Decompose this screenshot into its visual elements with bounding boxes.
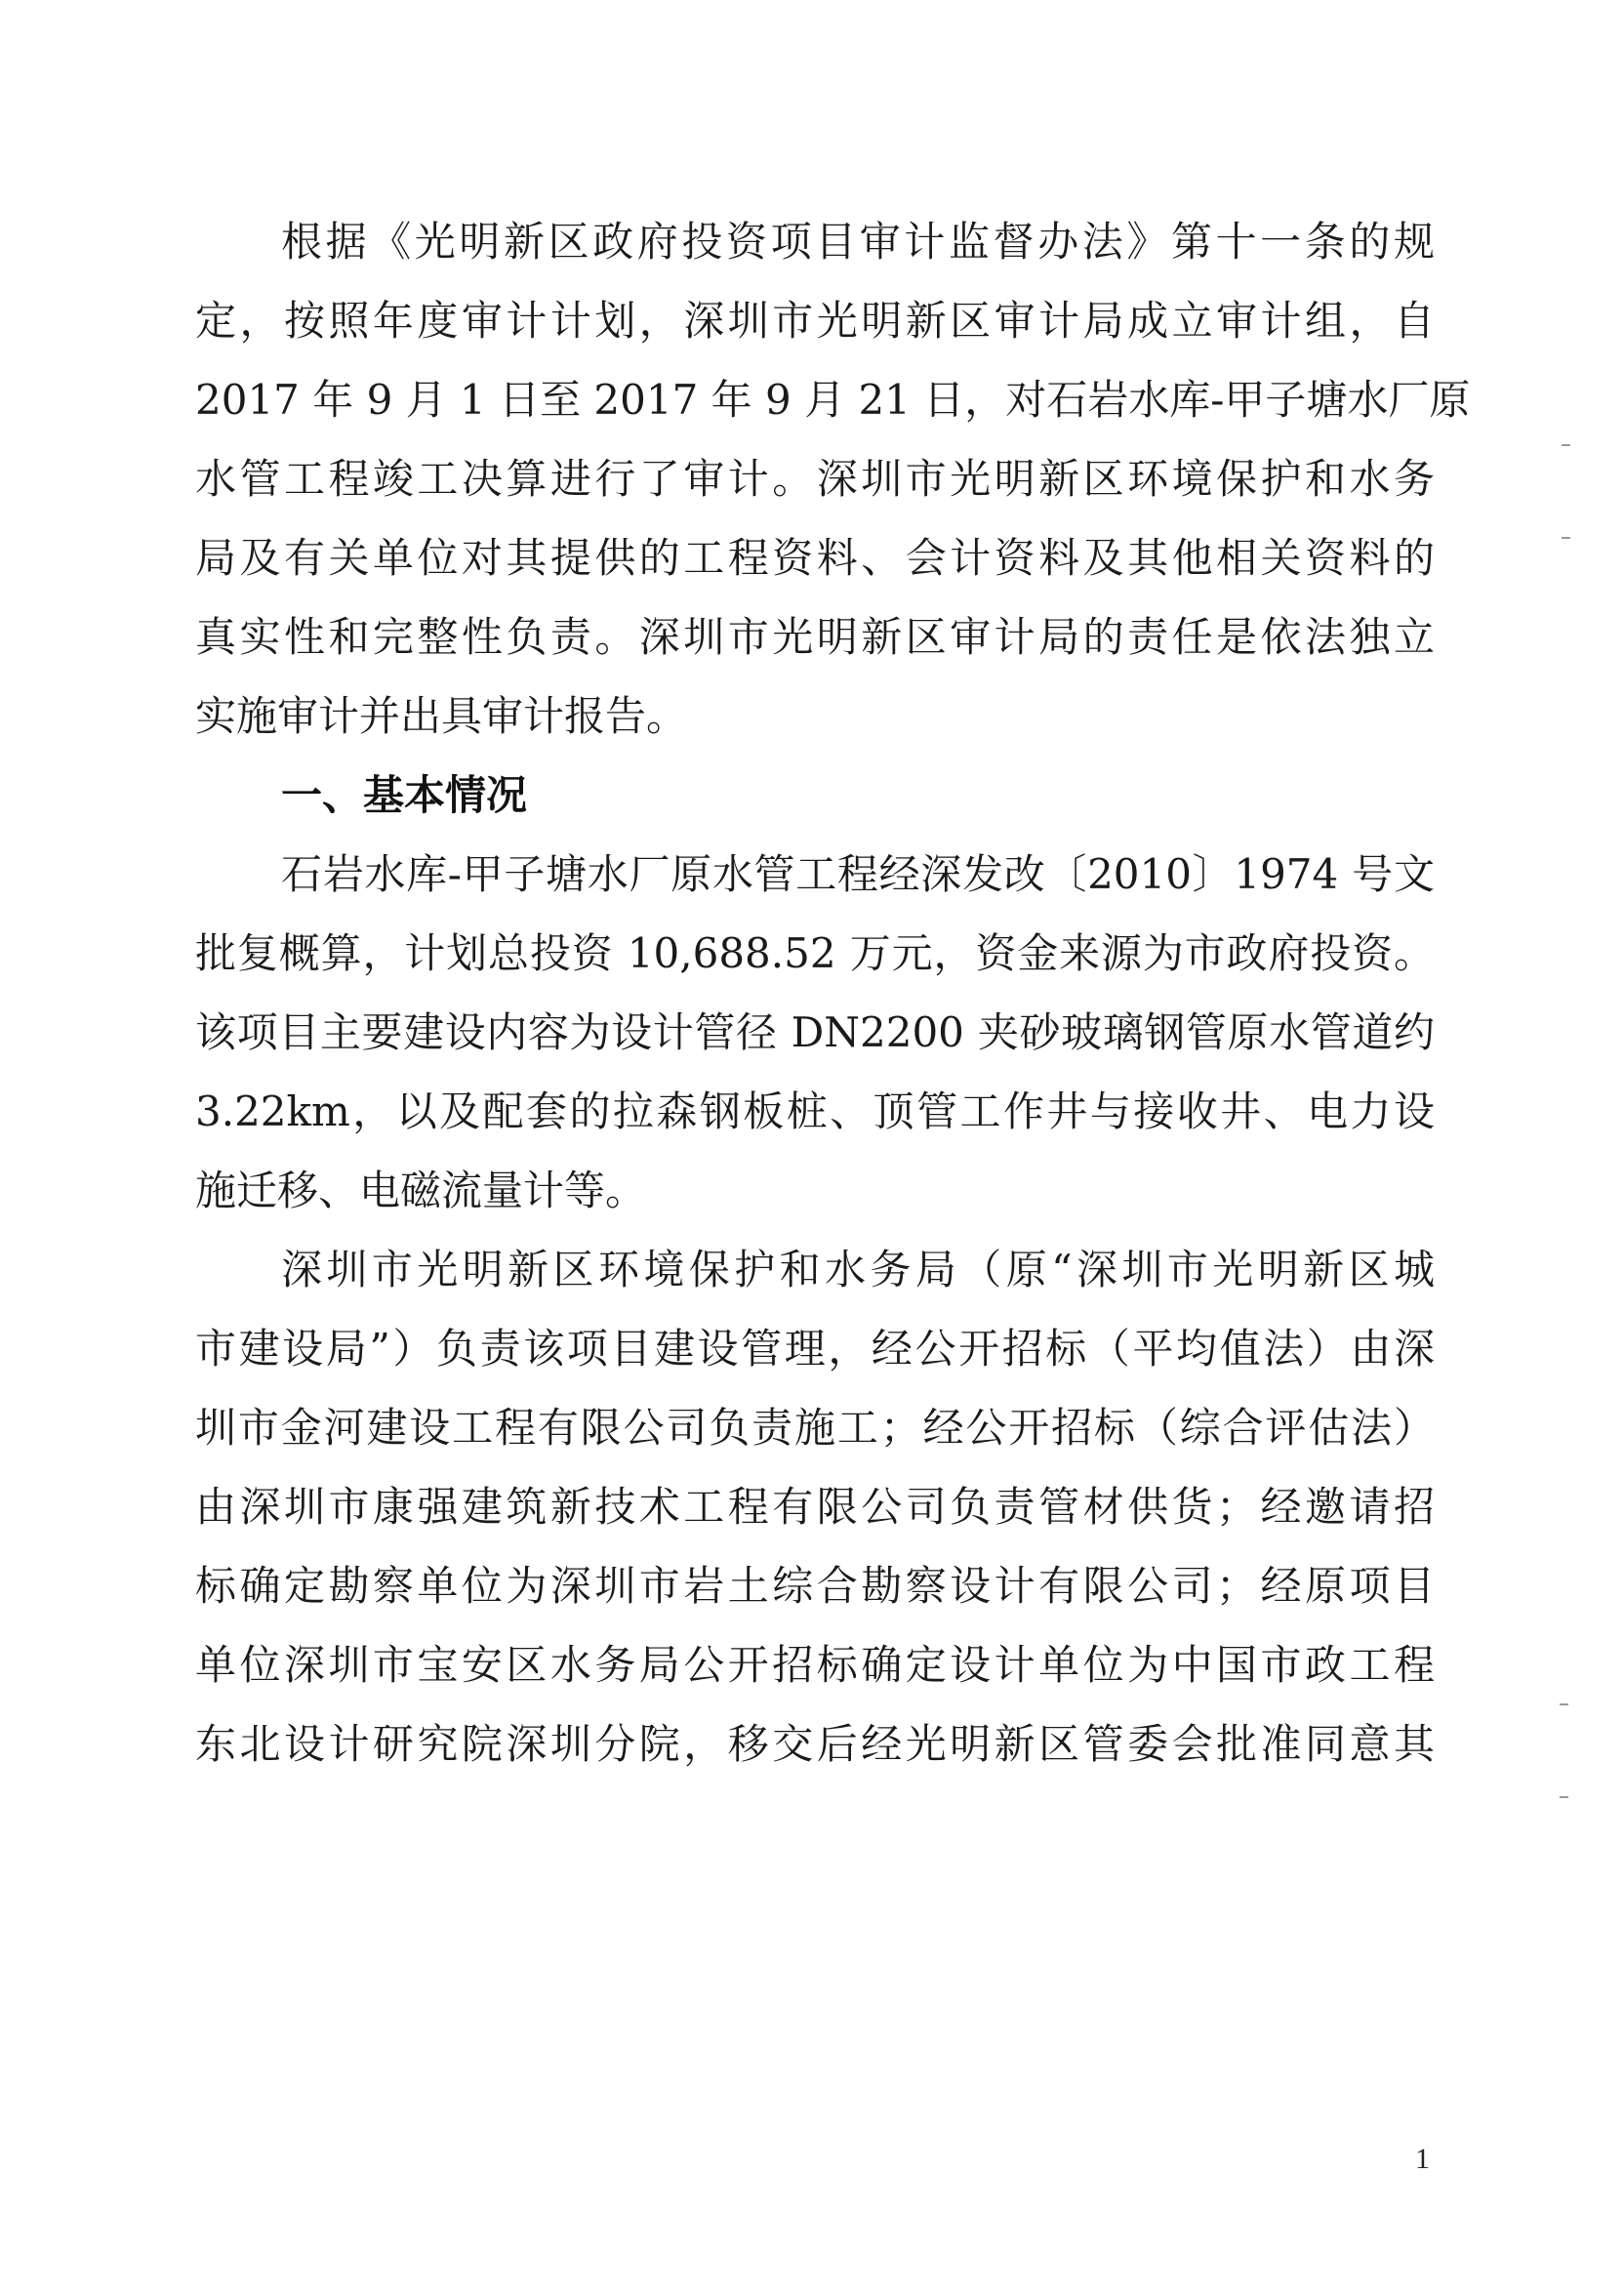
paragraph-1-line-5: 局及有关单位对其提供的工程资料、会计资料及其他相关资料的 xyxy=(195,534,1435,582)
paragraph-2-line-2: 批复概算，计划总投资 10,688.52 万元，资金来源为市政府投资。 xyxy=(195,929,1435,977)
paragraph-1-line-3: 2017 年 9 月 1 日至 2017 年 9 月 21 日，对石岩水库-甲子塘水厂原 xyxy=(195,376,1471,424)
page-number: 1 xyxy=(1415,2143,1430,2175)
paragraph-3-line-3: 圳市金河建设工程有限公司负责施工；经公开招标（综合评估法） xyxy=(195,1404,1435,1452)
paragraph-3-line-5: 标确定勘察单位为深圳市岩土综合勘察设计有限公司；经原项目 xyxy=(195,1562,1435,1610)
paragraph-3-line-7: 东北设计研究院深圳分院，移交后经光明新区管委会批准同意其 xyxy=(195,1720,1435,1768)
scan-mark xyxy=(1560,1703,1568,1705)
scan-mark xyxy=(1560,1796,1568,1798)
scan-mark xyxy=(1562,444,1570,446)
paragraph-2-line-4: 3.22km，以及配套的拉森钢板桩、顶管工作井与接收井、电力设 xyxy=(195,1087,1435,1135)
paragraph-1-line-6: 真实性和完整性负责。深圳市光明新区审计局的责任是依法独立 xyxy=(195,613,1435,661)
paragraph-1-line-1: 根据《光明新区政府投资项目审计监督办法》第十一条的规 xyxy=(281,218,1435,266)
paragraph-2-line-5: 施迁移、电磁流量计等。 xyxy=(195,1167,647,1214)
section-heading: 一、基本情况 xyxy=(281,771,528,819)
paragraph-2-line-1: 石岩水库-甲子塘水厂原水管工程经深发改〔2010〕1974 号文 xyxy=(281,850,1435,898)
paragraph-1-line-7: 实施审计并出具审计报告。 xyxy=(195,692,688,740)
scan-mark xyxy=(1562,537,1570,539)
paragraph-1-line-2: 定，按照年度审计计划，深圳市光明新区审计局成立审计组，自 xyxy=(195,297,1435,345)
paragraph-2-line-3: 该项目主要建设内容为设计管径 DN2200 夹砂玻璃钢管原水管道约 xyxy=(195,1008,1435,1056)
paragraph-1-line-4: 水管工程竣工决算进行了审计。深圳市光明新区环境保护和水务 xyxy=(195,455,1435,503)
paragraph-3-line-6: 单位深圳市宝安区水务局公开招标确定设计单位为中国市政工程 xyxy=(195,1641,1435,1689)
paragraph-3-line-4: 由深圳市康强建筑新技术工程有限公司负责管材供货；经邀请招 xyxy=(195,1483,1435,1531)
paragraph-3-line-1: 深圳市光明新区环境保护和水务局（原“深圳市光明新区城 xyxy=(281,1246,1435,1293)
paragraph-3-line-2: 市建设局”）负责该项目建设管理，经公开招标（平均值法）由深 xyxy=(195,1325,1435,1373)
